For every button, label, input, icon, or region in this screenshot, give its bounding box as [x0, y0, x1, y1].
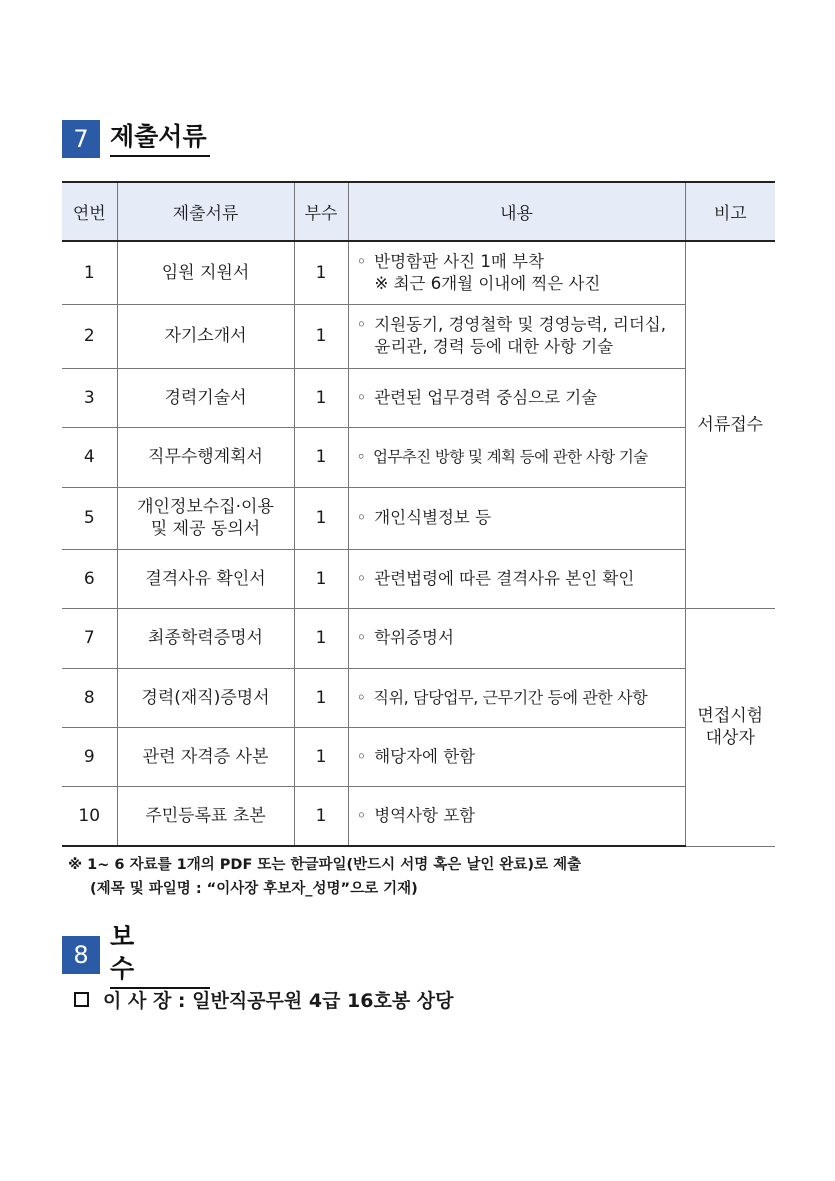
- row-document: [117, 487, 294, 549]
- content-line: 개인식별정보 등: [374, 508, 492, 527]
- section-number-badge: 8: [62, 936, 100, 974]
- content-line: 관련법령에 따른 결격사유 본인 확인: [374, 568, 635, 588]
- table-row: [62, 427, 775, 487]
- row-no: 4: [62, 427, 117, 487]
- row-no: 10: [62, 786, 117, 846]
- remark-document-submission: 서류접수: [685, 241, 775, 608]
- row-copies: 1: [294, 368, 348, 427]
- bullet-mark: ◦: [356, 315, 367, 334]
- row-document: 경력기술서: [117, 368, 294, 427]
- note-line-1: ※ 1~ 6 자료를 1개의 PDF 또는 한글파일(반드시 서명 혹은 날인 완료)로 제출: [68, 857, 582, 873]
- table-row: [62, 368, 775, 427]
- row-no: 1: [62, 241, 117, 304]
- table-row: [62, 549, 775, 608]
- content-line: ※ 최근 6개월 이내에 찍은 사진: [374, 273, 601, 293]
- row-content: [348, 368, 685, 427]
- row-no: 6: [62, 549, 117, 608]
- table-row: [62, 608, 775, 668]
- row-copies: 1: [294, 487, 348, 549]
- content-line: 직위, 담당업무, 근무기간 등에 관한 사항: [373, 687, 648, 707]
- row-content: [348, 304, 685, 368]
- row-content: [348, 487, 685, 549]
- bullet-mark: ◦: [356, 387, 367, 407]
- remark-line: 대상자: [705, 728, 755, 748]
- section-7-heading: [62, 120, 210, 158]
- row-document: 주민등록표 초본: [117, 786, 294, 846]
- remark-interview-target: [685, 608, 775, 846]
- row-document: 임원 지원서: [117, 241, 294, 304]
- pay-item: [74, 986, 454, 1013]
- header-content: 내용: [348, 182, 685, 241]
- row-copies: 1: [294, 727, 348, 786]
- row-document: 자기소개서: [117, 304, 294, 368]
- pay-text: 이 사 장 : 일반직공무원 4급 16호봉 상당: [103, 990, 454, 1012]
- row-document: 경력(재직)증명서: [117, 668, 294, 727]
- bullet-mark: ◦: [356, 251, 367, 271]
- content-line: 반명함판 사진 1매 부착: [374, 251, 544, 271]
- table-row: [62, 487, 775, 549]
- note-line-2: (제목 및 파일명 : “이사장 후보자_성명”으로 기재): [90, 881, 418, 897]
- section-8-heading: [62, 922, 210, 983]
- table-header-row: [62, 182, 775, 241]
- row-document: 관련 자격증 사본: [117, 727, 294, 786]
- bullet-mark: ◦: [356, 568, 367, 588]
- checkbox-square-icon: [74, 992, 89, 1007]
- bullet-mark: ◦: [356, 448, 366, 466]
- header-document: 제출서류: [117, 182, 294, 241]
- submission-note: [68, 853, 581, 901]
- header-no: 연번: [62, 182, 117, 241]
- table-row: [62, 304, 775, 368]
- table-row: [62, 727, 775, 786]
- bullet-mark: ◦: [356, 687, 366, 707]
- row-content: [348, 427, 685, 487]
- row-copies: 1: [294, 608, 348, 668]
- row-copies: 1: [294, 427, 348, 487]
- row-content: [348, 241, 685, 304]
- row-copies: 1: [294, 668, 348, 727]
- content-line: 지원동기, 경영철학 및 경영능력, 리더십,: [374, 315, 666, 334]
- table-row: [62, 668, 775, 727]
- row-no: 9: [62, 727, 117, 786]
- row-no: 3: [62, 368, 117, 427]
- row-copies: 1: [294, 304, 348, 368]
- row-copies: 1: [294, 241, 348, 304]
- table-row: [62, 241, 775, 304]
- bullet-mark: ◦: [356, 628, 367, 647]
- table-row: [62, 786, 775, 846]
- row-content: [348, 549, 685, 608]
- content-line: 윤리관, 경력 등에 대한 사항 기술: [374, 337, 614, 356]
- header-remarks: 비고: [685, 182, 775, 241]
- header-copies: 부수: [294, 182, 348, 241]
- content-line: 병역사항 포함: [374, 805, 476, 825]
- bullet-mark: ◦: [356, 746, 367, 766]
- row-document: 직무수행계획서: [117, 427, 294, 487]
- row-no: 8: [62, 668, 117, 727]
- row-document: 최종학력증명서: [117, 608, 294, 668]
- content-line: 해당자에 한함: [374, 746, 476, 766]
- row-content: [348, 668, 685, 727]
- row-no: 5: [62, 487, 117, 549]
- content-line: 업무추진 방향 및 계획 등에 관한 사항 기술: [373, 448, 648, 466]
- document-line: 개인정보수집·이용: [137, 497, 274, 517]
- row-content: [348, 727, 685, 786]
- bullet-mark: ◦: [356, 805, 367, 825]
- document-line: 및 제공 동의서: [150, 519, 261, 539]
- row-document: 결격사유 확인서: [117, 549, 294, 608]
- bullet-mark: ◦: [356, 508, 367, 527]
- row-no: 7: [62, 608, 117, 668]
- section-title: 보수: [110, 921, 210, 989]
- content-line: 학위증명서: [374, 628, 454, 647]
- row-content: [348, 608, 685, 668]
- section-number-badge: 7: [62, 120, 100, 158]
- section-title: 제출서류: [110, 121, 210, 157]
- documents-table: [62, 181, 775, 847]
- row-content: [348, 786, 685, 846]
- row-copies: 1: [294, 549, 348, 608]
- row-no: 2: [62, 304, 117, 368]
- remark-line: 면접시험: [697, 706, 764, 726]
- row-copies: 1: [294, 786, 348, 846]
- content-line: 관련된 업무경력 중심으로 기술: [374, 387, 598, 407]
